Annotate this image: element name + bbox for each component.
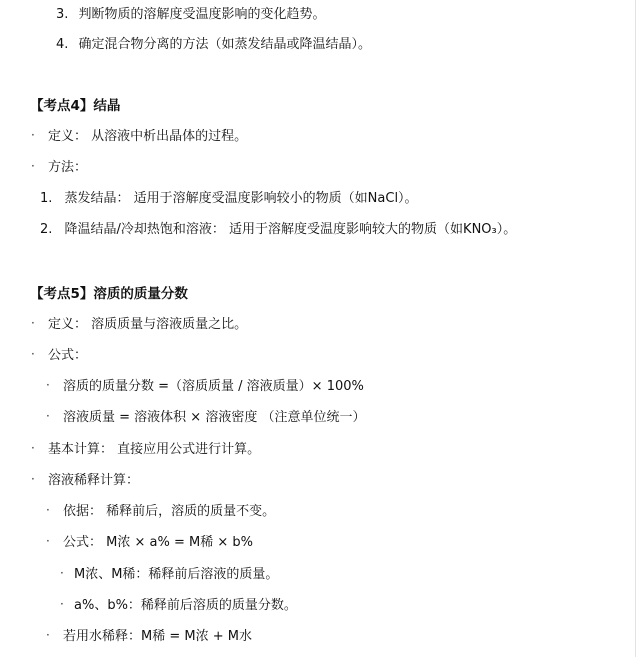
formula-label: 公式：	[48, 348, 88, 363]
list-text: 判断物质的溶解度受温度影响的变化趋势。	[78, 7, 326, 22]
list-number: 4.	[56, 37, 69, 52]
list-text: 降温结晶/冷却热饱和溶液： 适用于溶解度受温度影响较大的物质（如KNO₃）。	[64, 222, 517, 237]
list-text: 确定混合物分离的方法（如蒸发结晶或降温结晶）。	[78, 37, 372, 52]
bullet-icon: ·	[31, 128, 35, 142]
basic-calc-text: 基本计算： 直接应用公式进行计算。	[48, 442, 261, 457]
bullet-icon: ·	[46, 534, 50, 548]
dilution-basis-text: 依据： 稀释前后，溶质的质量不变。	[63, 504, 276, 519]
definition-text: 定义： 溶质质量与溶液质量之比。	[48, 317, 248, 332]
dilution-formula-text: 公式： M浓 × a% = M稀 × b%	[63, 535, 253, 550]
list-item	[40, 221, 516, 239]
list-number: 2.	[40, 222, 53, 237]
bullet-icon: ·	[60, 566, 64, 580]
list-item	[56, 36, 371, 54]
formula-text: 溶质的质量分数 =（溶质质量 / 溶液质量）× 100%	[63, 379, 364, 394]
bullet-icon: ·	[46, 628, 50, 642]
bullet-icon: ·	[46, 378, 50, 392]
list-number: 1.	[40, 191, 53, 206]
bullet-icon: ·	[46, 409, 50, 423]
bullet-icon: ·	[31, 347, 35, 361]
bullet-icon: ·	[31, 472, 35, 486]
section-heading: 【考点4】结晶	[30, 98, 121, 114]
bullet-icon: ·	[60, 597, 64, 611]
list-item	[40, 190, 418, 208]
method-label: 方法：	[48, 160, 88, 175]
list-text: 蒸发结晶： 适用于溶解度受温度影响较小的物质（如NaCl）。	[64, 191, 418, 206]
dilution-label: 溶液稀释计算：	[48, 473, 140, 488]
formula-text: 溶液质量 = 溶液体积 × 溶液密度 （注意单位统一）	[63, 410, 366, 425]
dilution-note-text: a%、b%：稀释前后溶质的质量分数。	[74, 598, 297, 613]
bullet-icon: ·	[46, 503, 50, 517]
list-item	[56, 6, 326, 24]
dilution-note-text: M浓、M稀：稀释前后溶液的质量。	[74, 567, 279, 582]
water-dilution-text: 若用水稀释：M稀 = M浓 + M水	[63, 629, 252, 644]
bullet-icon: ·	[31, 441, 35, 455]
bullet-icon: ·	[31, 159, 35, 173]
list-number: 3.	[56, 7, 69, 22]
definition-text: 定义： 从溶液中析出晶体的过程。	[48, 129, 248, 144]
section-heading: 【考点5】溶质的质量分数	[30, 286, 188, 302]
bullet-icon: ·	[31, 316, 35, 330]
